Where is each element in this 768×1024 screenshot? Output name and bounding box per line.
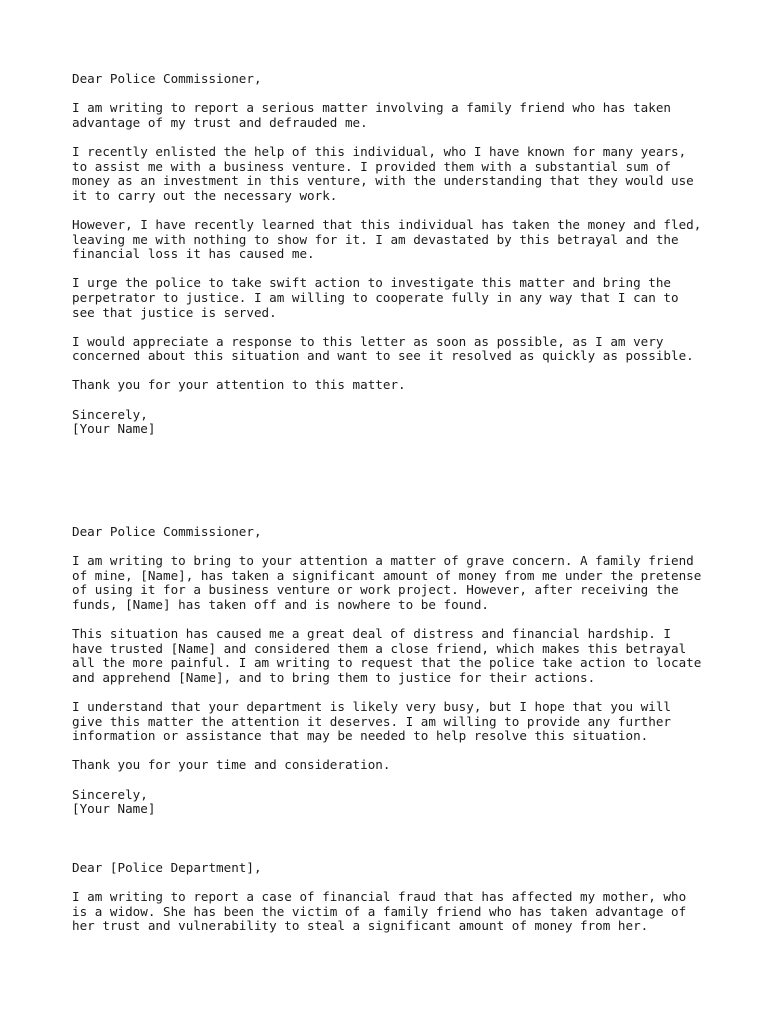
letter-paragraph: I recently enlisted the help of this individual, who I have known for many years, to assist me with a business venture. I provided them with a substantial sum of money as an investment in this venture, with the understanding that they would use it to carry out the necessary work. xyxy=(72,143,694,203)
letter-paragraph: However, I have recently learned that this individual has taken the money and fled, leaving me with nothing to show for it. I am devastated by this betrayal and the financial loss it has caused me. xyxy=(72,216,702,262)
letter-signature: [Your Name] xyxy=(72,421,156,437)
letter-salutation: Dear Police Commissioner, xyxy=(72,71,262,86)
letter-paragraph: I urge the police to take swift action to investigate this matter and bring the perpetrator to justice. I am willing to cooperate fully in any way that I can to see that justice is served. xyxy=(72,275,679,320)
letter-closing: Sincerely, xyxy=(72,786,148,802)
letter-1 xyxy=(72,72,712,437)
letter-3 xyxy=(72,861,712,934)
letter-paragraph: I understand that your department is likely very busy, but I hope that you will give this matter the attention it deserves. I am willing to provide any further information or assistance that may be needed to help resolve this situation. xyxy=(72,698,671,744)
letter-paragraph: Thank you for your attention to this matter. xyxy=(72,377,406,393)
letter-paragraph: I am writing to bring to your attention a matter of grave concern. A family friend of mine, [Name], has taken a significant amount of money from me under the pretense of using it for a business venture or work project. However, after receiving the funds, [Name] has taken off and is nowhere to be found. xyxy=(72,553,702,612)
letter-paragraph: I am writing to report a serious matter involving a family friend who has taken advantage of my trust and defrauded me. xyxy=(72,100,671,130)
letter-paragraph: I would appreciate a response to this letter as soon as possible, as I am very concerned about this situation and want to see it resolved as quickly as possible. xyxy=(72,333,694,364)
letter-paragraph: Thank you for your time and consideration. xyxy=(72,757,391,773)
letter-separator xyxy=(72,437,712,525)
letter-salutation: Dear Police Commissioner, xyxy=(72,523,262,539)
letter-signature: [Your Name] xyxy=(72,801,156,817)
document-page xyxy=(72,72,712,948)
letter-closing: Sincerely, xyxy=(72,406,148,422)
letter-separator xyxy=(72,817,712,861)
letter-paragraph: This situation has caused me a great deal of distress and financial hardship. I have trusted [Name] and considered them a close friend, which makes this betrayal all the more painful. I am writing to request that the police take action to locate and apprehend [Name], and to bring them to justice for their actions. xyxy=(72,626,702,685)
letter-2 xyxy=(72,525,712,817)
letter-paragraph: I am writing to report a case of financial fraud that has affected my mother, who is a widow. She has been the victim of a family friend who has taken advantage of her trust and vulnerability to steal a significant amount of money from her. xyxy=(72,888,687,934)
letter-salutation: Dear [Police Department], xyxy=(72,859,262,875)
